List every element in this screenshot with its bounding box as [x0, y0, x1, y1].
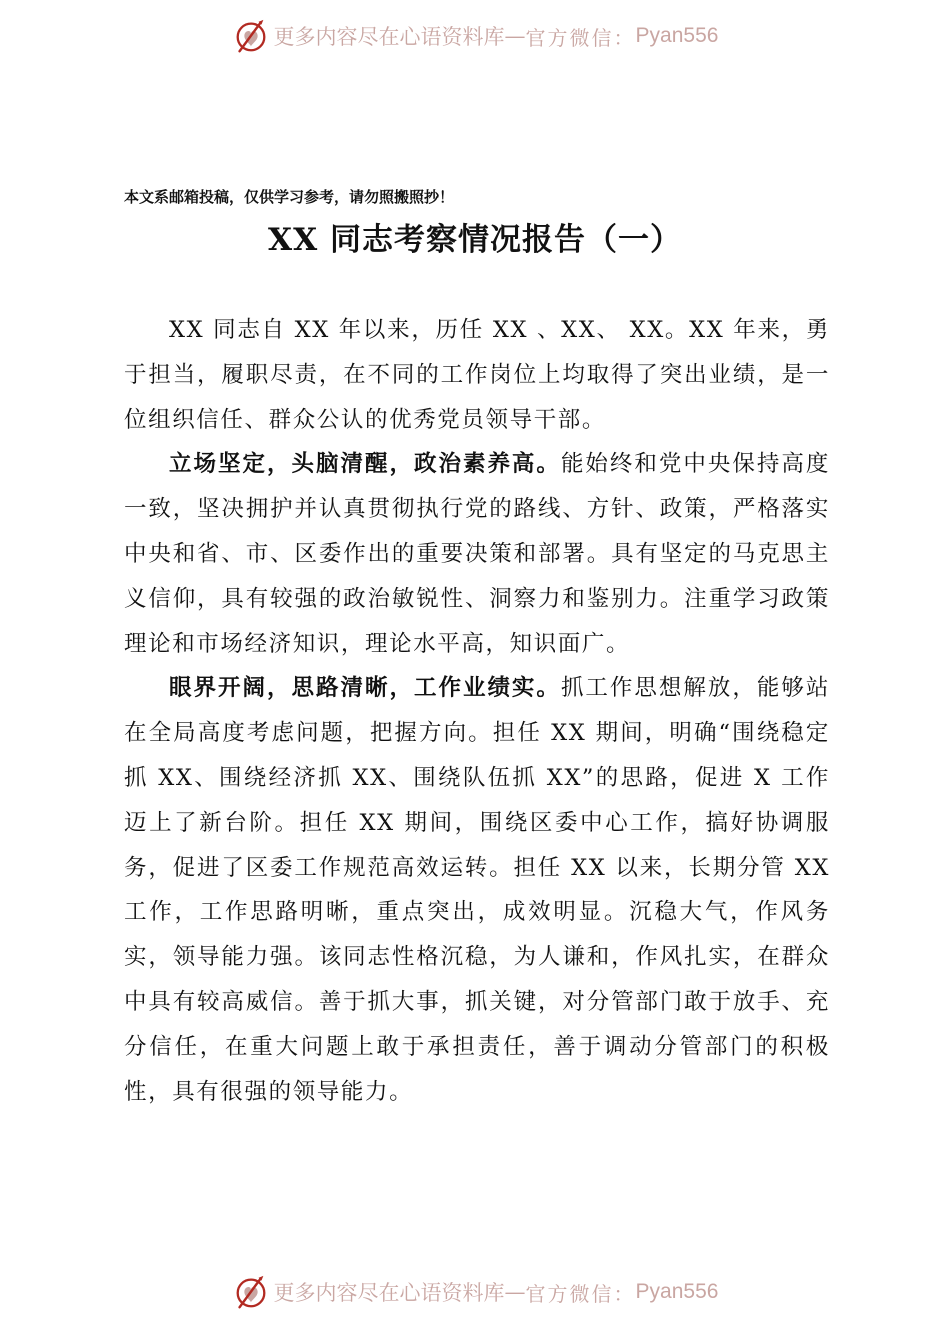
header-watermark	[0, 14, 950, 58]
document-title: XX 同志考察情况报告（一）	[268, 222, 682, 258]
watermark-text: 更多内容尽在心语资料库	[273, 25, 505, 49]
heart-pen-logo-icon	[232, 17, 270, 55]
paragraph-work	[124, 666, 830, 1114]
document-body	[124, 308, 830, 1114]
watermark-dash: —	[504, 24, 526, 48]
watermark-text: 更多内容尽在心语资料库	[273, 1281, 505, 1305]
disclaimer-notice: 本文系邮箱投稿，仅供学习参考，请勿照搬照抄！	[124, 188, 455, 206]
watermark-wechat-label: 官方微信：	[525, 1281, 636, 1306]
watermark-wechat-id: Pyan556	[635, 1280, 719, 1303]
paragraph-text: 抓工作思想解放，能够站在全局高度考虑问题，把握方向。担任 XX 期间，明确“围绕稳定抓 XX、围绕经济抓 XX、围绕队伍抓 XX”的思路，促进 X 工作迈上了新台阶。担任 XX 期间，围绕区委中心工作，搞好协调服务，促进了区委工作规范高效运转。担任 XX 以来，长期分管 XX 工作，工作思路明晰，重点突出，成效明显。沉稳大气，作风务实，领导能力强。该同志性格沉稳，为人谦和，作风扎实，在群众中具有较高威信。善于抓大事，抓关键，对分管部门敢于放手、充分信任，在重大问题上敢于承担责任，善于调动分管部门的积极性，具有很强的领导能力。	[124, 675, 830, 1105]
paragraph-intro	[124, 308, 830, 442]
footer-watermark	[0, 1270, 950, 1314]
watermark-dash: —	[504, 1280, 526, 1304]
paragraph-text: 能始终和党中央保持高度一致，坚决拥护并认真贯彻执行党的路线、方针、政策，严格落实中央和省、市、区委作出的重要决策和部署。具有坚定的马克思主义信仰，具有较强的政治敏锐性、洞察力和鉴别力。注重学习政策理论和市场经济知识，理论水平高，知识面广。	[124, 451, 830, 657]
paragraph-political	[124, 442, 830, 666]
paragraph-lead: 眼界开阔，思路清晰，工作业绩实。	[169, 675, 561, 702]
watermark-wechat-label: 官方微信：	[525, 25, 636, 50]
heart-pen-logo-icon	[232, 1273, 270, 1311]
paragraph-text: XX 同志自 XX 年以来，历任 XX 、XX、 XX。XX 年来，勇于担当，履职尽责，在不同的工作岗位上均取得了突出业绩，是一位组织信任、群众公认的优秀党员领导干部。	[124, 317, 830, 433]
watermark-wechat-id: Pyan556	[635, 24, 719, 47]
paragraph-lead: 立场坚定，头脑清醒，政治素养高。	[169, 451, 561, 478]
